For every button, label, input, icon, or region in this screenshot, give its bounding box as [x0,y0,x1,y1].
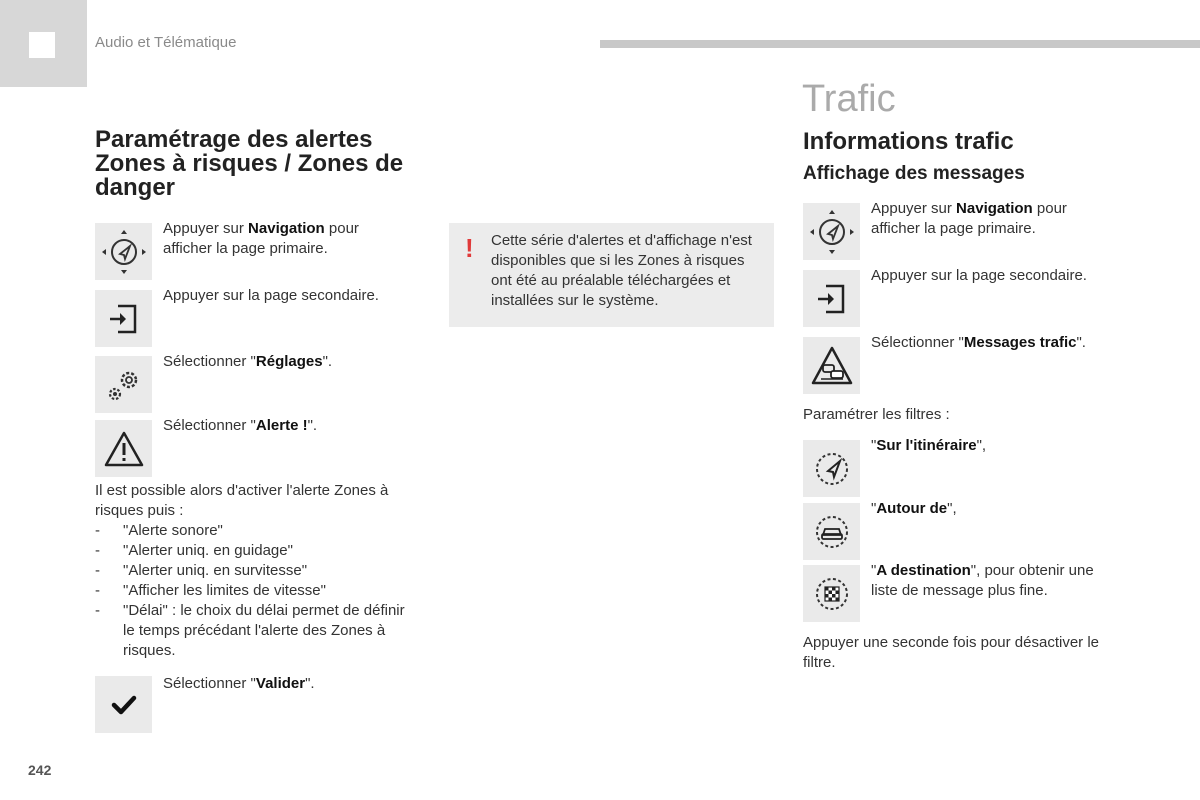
list-item: - "Alerter uniq. en survitesse" [95,561,420,581]
warning-box [449,223,774,327]
list-item: - "Alerter uniq. en guidage" [95,541,420,561]
left-step-1-text: Appuyer sur Navigation pour afficher la page primaire. [163,220,359,257]
secondary-page-icon [803,270,860,327]
filter-1-text: "Sur l'itinéraire", [871,437,987,454]
left-step-2-text: Appuyer sur la page secondaire. [163,287,379,304]
navigation-icon [95,223,152,280]
list-item: - "Afficher les limites de vitesse" [95,581,420,601]
left-step-4-text: Sélectionner "Alerte !". [163,417,318,434]
alert-triangle-icon [95,420,152,477]
right-title: Informations trafic [803,128,1014,155]
filter-2-text: "Autour de", [871,500,957,517]
corner-square [29,32,55,58]
navigation-icon [803,203,860,260]
on-route-icon [803,440,860,497]
traffic-messages-icon [803,337,860,394]
top-rule [600,40,1200,48]
left-paragraph: Il est possible alors d'activer l'alerte Zones à risques puis : [95,482,389,519]
around-car-icon [803,503,860,560]
warning-text: Cette série d'alertes et d'affichage n'est disponibles que si les Zones à risques ont été au préalable téléchargées et installées sur le système. [491,232,752,309]
alert-options-list [95,521,420,661]
secondary-page-icon [95,290,152,347]
exclamation-icon: ! [465,233,474,263]
page-number: 242 [28,762,52,778]
list-item: - "Délai" : le choix du délai permet de définir le temps précédant l'alerte des Zones à risques. [95,601,420,661]
section-label: Audio et Télématique [95,34,237,51]
left-final-step-text: Sélectionner "Valider". [163,675,315,692]
right-step-3-text: Sélectionner "Messages trafic". [871,334,1086,351]
closing-text: Appuyer une seconde fois pour désactiver le filtre. [803,634,1100,671]
right-subtitle: Affichage des messages [803,163,1025,184]
corner-tab [0,0,87,87]
list-item: - "Alerte sonore" [95,521,420,541]
left-title: Paramétrage des alertes Zones à risques / Zones de danger [95,126,404,201]
filter-3-text: "A destination", pour obtenir une liste de message plus fine. [871,562,1094,599]
checkmark-icon [95,676,152,733]
right-step-1-text: Appuyer sur Navigation pour afficher la page primaire. [871,200,1067,237]
chapter-title: Trafic [802,78,896,120]
filters-label: Paramétrer les filtres : [803,406,950,423]
destination-flag-icon [803,565,860,622]
settings-gears-icon [95,356,152,413]
left-step-3-text: Sélectionner "Réglages". [163,353,333,370]
right-step-2-text: Appuyer sur la page secondaire. [871,267,1087,284]
